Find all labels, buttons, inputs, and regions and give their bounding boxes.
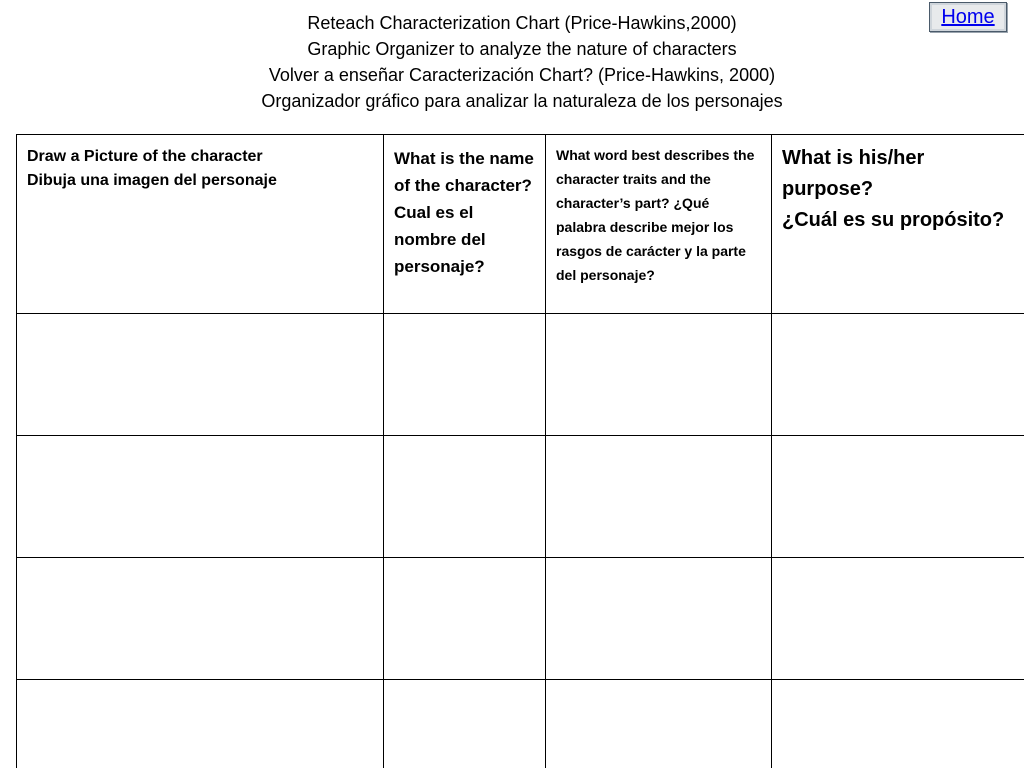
traits-entry-cell[interactable]	[546, 314, 772, 436]
page-header	[0, 10, 1024, 114]
name-entry-cell[interactable]	[384, 314, 546, 436]
table-header-row	[17, 135, 1024, 314]
traits-entry-cell[interactable]	[546, 436, 772, 558]
name-entry-cell[interactable]	[384, 680, 546, 768]
picture-entry-cell[interactable]	[17, 314, 384, 436]
name-entry-cell[interactable]	[384, 436, 546, 558]
header-purpose-english: What is his/her purpose?	[782, 147, 925, 200]
header-name-spanish: Cual es el nombre del personaje?	[394, 203, 486, 276]
chart-subtitle-spanish: Organizador gráfico para analizar la naturaleza de los personajes	[261, 91, 783, 111]
characterization-chart-table	[16, 134, 1024, 768]
header-cell-picture	[17, 135, 384, 314]
header-cell-name	[384, 135, 546, 314]
traits-entry-cell[interactable]	[546, 680, 772, 768]
table-row	[17, 314, 1024, 436]
purpose-entry-cell[interactable]	[772, 436, 1024, 558]
purpose-entry-cell[interactable]	[772, 314, 1024, 436]
table-row	[17, 680, 1024, 768]
traits-entry-cell[interactable]	[546, 558, 772, 680]
table-row	[17, 436, 1024, 558]
chart-title-english: Reteach Characterization Chart (Price-Hawkins,2000)	[307, 13, 737, 33]
header-cell-traits	[546, 135, 772, 314]
header-purpose-spanish: ¿Cuál es su propósito?	[782, 209, 1005, 231]
header-traits-spanish: ¿Qué palabra describe mejor los rasgos de carácter y la parte del personaje?	[556, 195, 746, 283]
purpose-entry-cell[interactable]	[772, 680, 1024, 768]
purpose-entry-cell[interactable]	[772, 558, 1024, 680]
picture-entry-cell[interactable]	[17, 436, 384, 558]
chart-title-spanish: Volver a enseñar Caracterización Chart? (Price-Hawkins, 2000)	[268, 65, 776, 85]
header-cell-purpose	[772, 135, 1024, 314]
home-link[interactable]: Home	[941, 6, 995, 28]
picture-entry-cell[interactable]	[17, 558, 384, 680]
header-picture-english: Draw a Picture of the character	[27, 148, 263, 165]
table-row	[17, 558, 1024, 680]
header-traits-english: What word best describes the character traits and the character’s part?	[556, 147, 755, 211]
header-name-english: What is the name of the character?	[394, 149, 534, 195]
name-entry-cell[interactable]	[384, 558, 546, 680]
chart-subtitle-english: Graphic Organizer to analyze the nature of characters	[307, 39, 737, 59]
home-button[interactable]	[929, 2, 1007, 32]
picture-entry-cell[interactable]	[17, 680, 384, 768]
header-picture-spanish: Dibuja una imagen del personaje	[27, 172, 277, 189]
